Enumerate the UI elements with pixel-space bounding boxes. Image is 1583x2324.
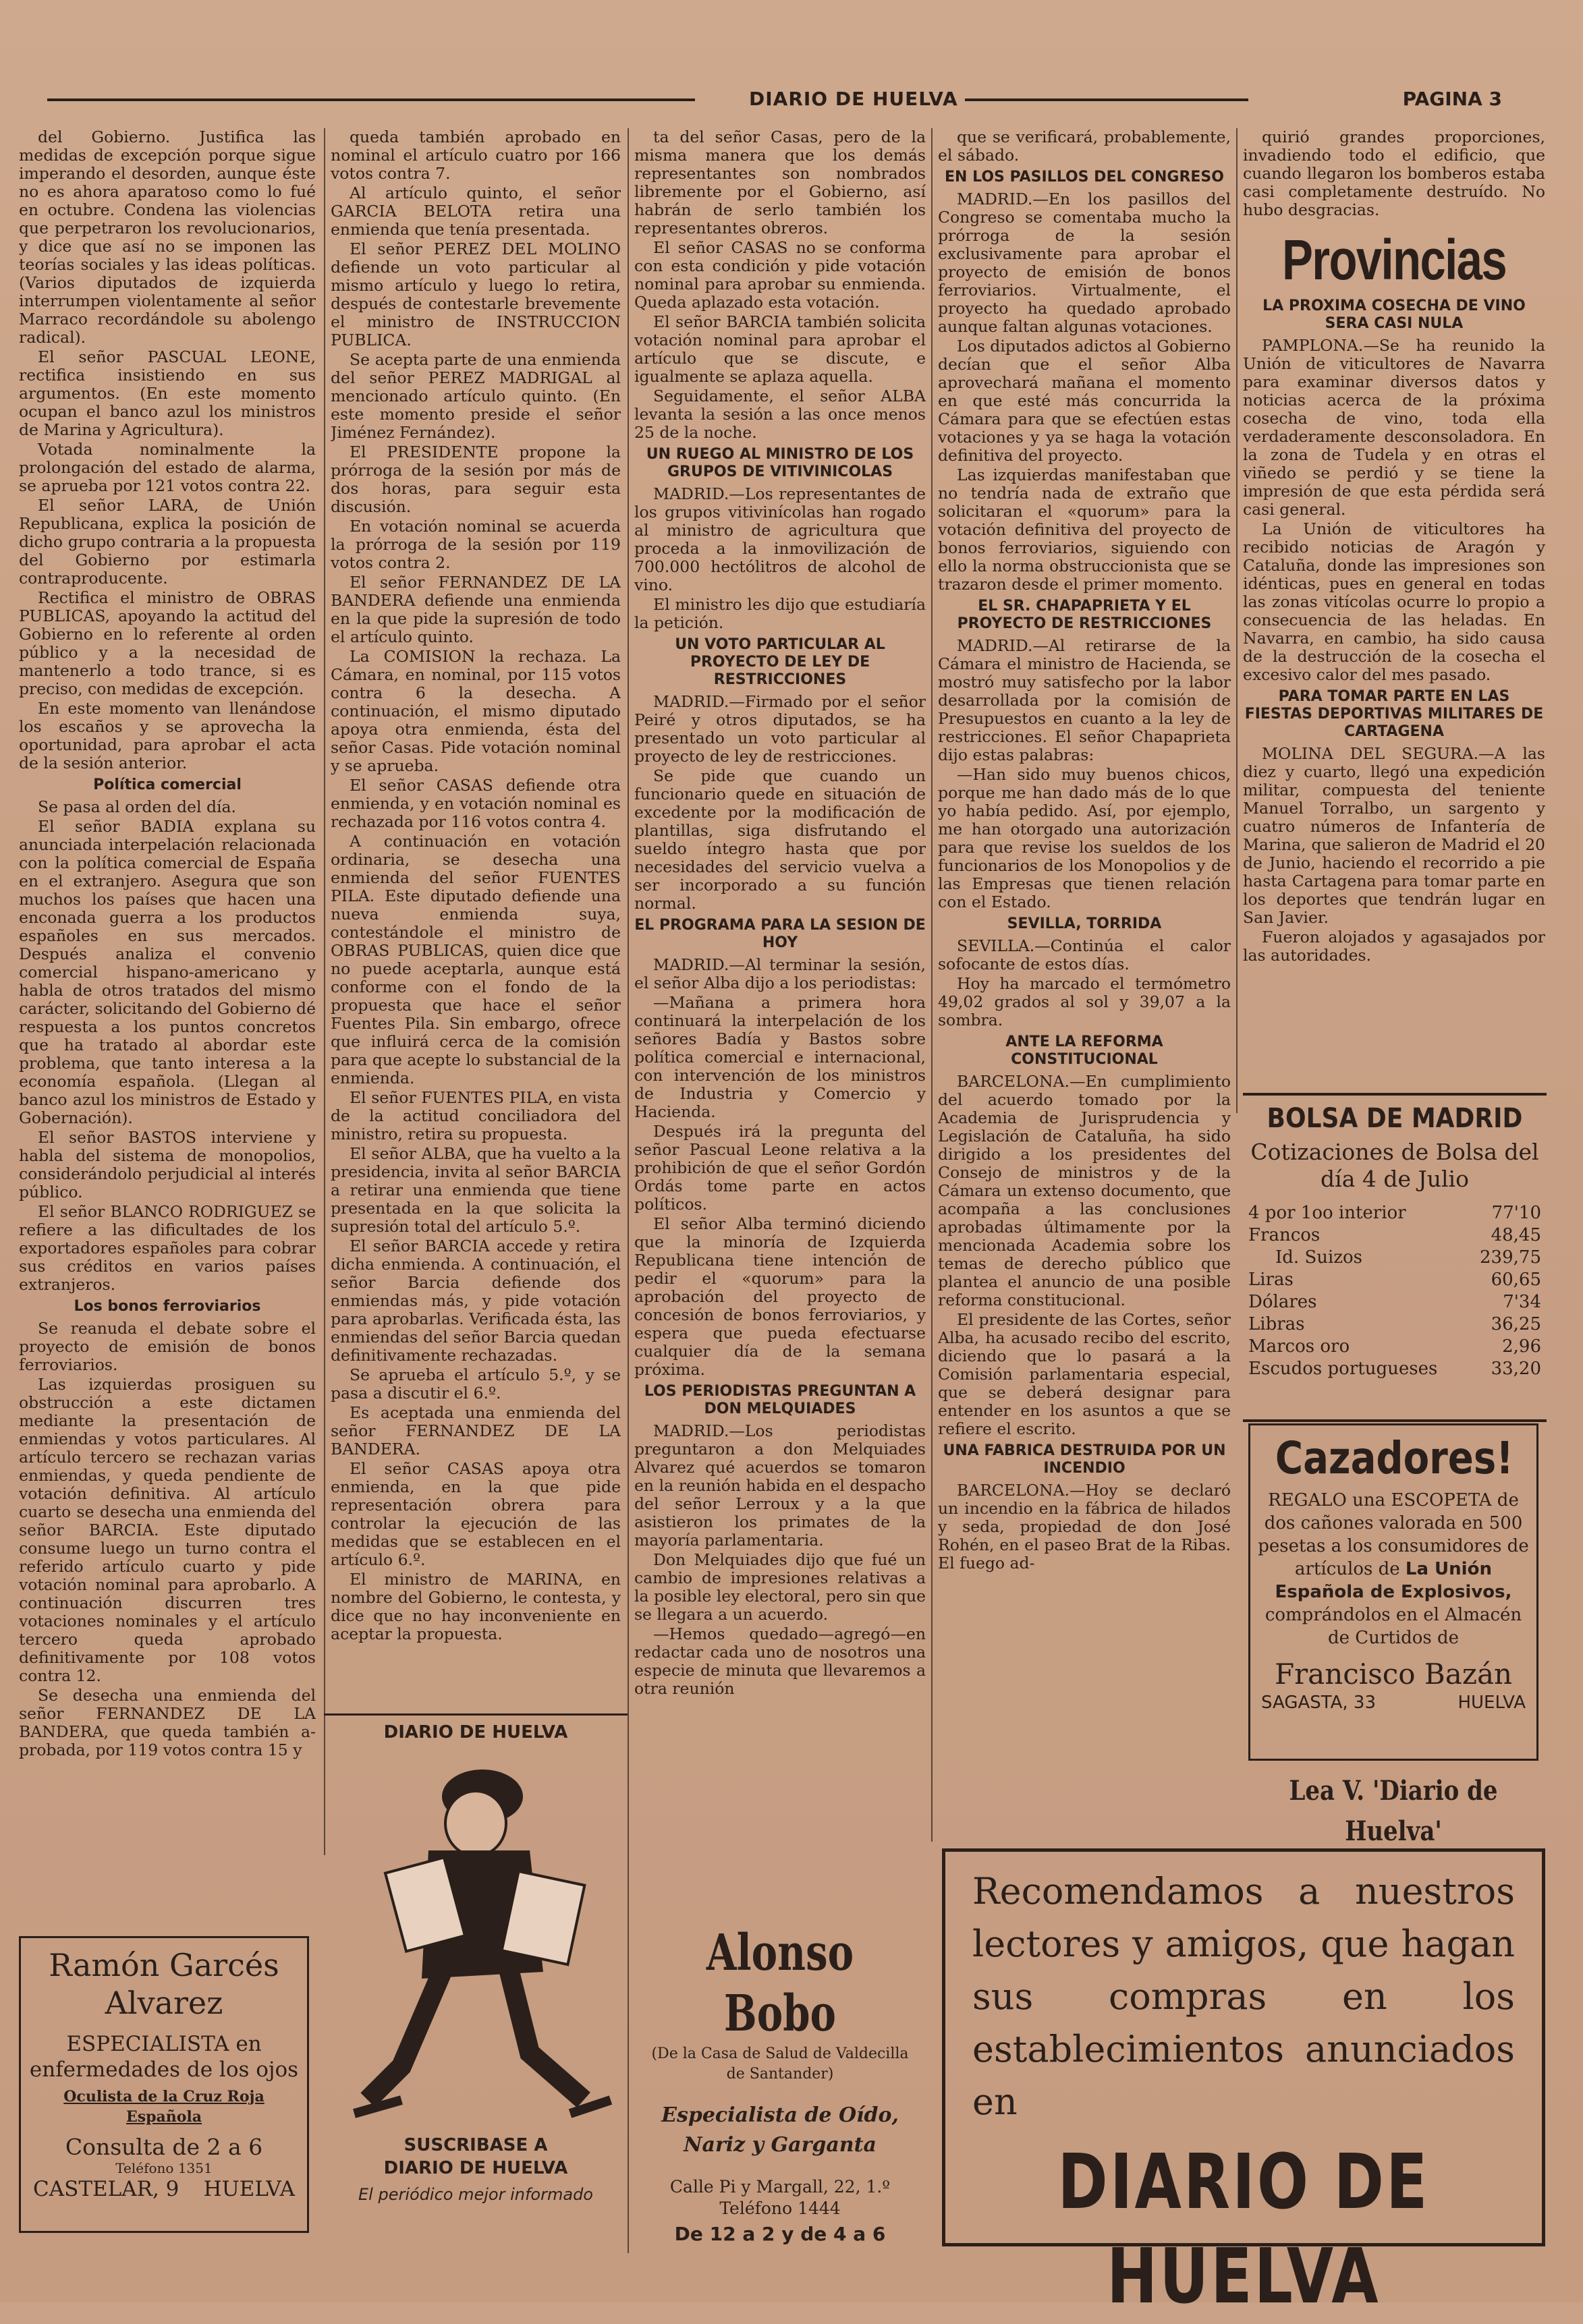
article-paragraph: MADRID.—En los pasillos del Congreso se comentaba mucho la prórroga de la sesión exclusivamente para aprobar el proyecto de emisión de bonos ferroviarios. Virtualmente, el proyecto ha quedado aprobado aunque faltan algunas votaciones. [938,190,1231,336]
article-paragraph: Hoy ha marcado el termómetro 49,02 grados al sol y 39,07 a la sombra. [938,974,1231,1029]
article-paragraph: PAMPLONA.—Se ha reunido la Unión de viticultores de Navarra para examinar diversos datos y noticias acerca de la próxima cosecha de vino, toda ella verdaderamente desconsoladora. En la zona de Tudela y en otras el viñedo se perdió y se tiene la impresión de que esta pérdida será casi general. [1243,336,1545,519]
column-3 [634,128,926,1828]
section-heading: LOS PERIODISTAS PREGUNTAN A DON MELQUIADES [644,1383,916,1417]
bolsa-row-value: 33,20 [1491,1359,1541,1379]
bolsa-box [1243,1093,1547,1422]
article-paragraph: El señor CASAS defiende otra enmienda, y en votación nominal es rechazada por 116 votos contra 4. [331,776,621,831]
suscribase-ad [324,1713,628,2275]
cazadores-address [1254,1693,1532,1713]
article-paragraph: —Hemos quedado—agregó—en redactar cada uno de nosotros una especie de minuta que llevaremos a otra reunión [634,1624,926,1698]
bobo-phone: Teléfono 1444 [719,2199,841,2218]
article-paragraph: ta del señor Casas, pero de la misma manera que los demás representantes son nombrados libremente por el Gobierno, así habrán de serlo también los representantes obreros. [634,128,926,237]
bobo-specialty: Especialista de Oído, Nariz y Garganta [661,2103,899,2157]
article-paragraph: El ministro de MARINA, en nombre del Gobierno, le contesta, y dice que no hay inconveniente en aceptar la propuesta. [331,1570,621,1643]
cazadores-street: SAGASTA, 33 [1261,1693,1377,1713]
bolsa-row [1248,1336,1541,1358]
section-heading: UNA FABRICA DESTRUIDA POR UN INCENDIO [943,1442,1226,1477]
column-rule [931,128,933,1842]
article-paragraph: Se desecha una enmienda del señor FERNANDEZ DE LA BANDERA, que queda también aprobada, por 119 votos contra 15 y [19,1686,316,1759]
recomendamos-ad [942,1848,1545,2321]
bolsa-row-value: 36,25 [1491,1314,1541,1334]
article-paragraph: El presidente de las Cortes, señor Alba, ha acusado recibo del escrito, diciendo que lo pasará a la Comisión parlamentaria especial, que se deberá designar para entender en los asuntos a que se refiere el escrito. [938,1310,1231,1438]
masthead-rule-left [47,98,695,101]
article-paragraph: —Mañana a primera hora continuará la interpelación de los señores Badía y Bastos sobre política comercial e internacional, con intervención de los ministros de Industria y Comercio y Hacienda. [634,993,926,1121]
cazadores-city: HUELVA [1457,1693,1526,1713]
garces-address [26,2176,302,2203]
bolsa-table [1243,1202,1547,1380]
recomendamos-brand: DIARIO DE HUELVA [1057,2138,1430,2321]
article-paragraph: El señor BASTOS interviene y habla del sistema de monopolios, considerándolo perjudicial al interés público. [19,1128,316,1201]
bolsa-row [1248,1202,1541,1224]
bolsa-row [1248,1358,1541,1380]
bolsa-row-name: Francos [1248,1225,1321,1245]
recomendamos-text: Recomendamos a nuestros lectores y amigos, que hagan sus compras en los establecimientos anunciados en [972,1870,1515,2123]
garces-street: CASTELAR, 9 [33,2177,179,2201]
column-rule [324,128,325,1855]
column-2 [331,128,621,1700]
bolsa-row-value: 77'10 [1491,1203,1541,1223]
section-heading: EN LOS PASILLOS DEL CONGRESO [945,169,1224,186]
bobo-address: Calle Pi y Margall, 22, 1.º [669,2177,891,2197]
article-paragraph: El señor CASAS apoya otra enmienda, en la que pide representación obrera para controlar la ejecución de las medidas que se establecen en el artículo 6.º. [331,1459,621,1569]
article-paragraph: El señor Alba terminó diciendo que la minoría de Izquierda Republicana tiene intención de pedir el «quorum» para la aprobación del proyecto de concesión de bonos ferroviarios, y espera que pueda efectuarse cualquier día de la semana próxima. [634,1214,926,1379]
article-paragraph: SEVILLA.—Continúa el calor sofocante de estos días. [938,936,1231,973]
article-paragraph: MADRID.—Firmado por el señor Peiré y otros diputados, se ha presentado un voto particular al proyecto de ley de restricciones. [634,692,926,766]
column-rule [628,128,629,2253]
provincias-title: Provincias [1281,228,1506,291]
column-4 [938,128,1231,1828]
article-paragraph: Se acepta parte de una enmienda del señor PEREZ MADRIGAL al mencionado artículo quinto. (En este momento preside el señor Jiménez Fernández). [331,350,621,442]
cazadores-title: Cazadores! [1275,1432,1513,1484]
page-number: PAGINA 3 [1402,88,1502,110]
article-paragraph: —Han sido muy buenos chicos, porque me han dado más de lo que yo había pedido. Así, por ejemplo, me han otorgado una autorización para que revise los sueldos de los funcionarios de los Monopolios y de las Empresas que tienen relación con el Estado. [938,765,1231,911]
bolsa-title: BOLSA DE MADRID [1267,1103,1523,1134]
section-heading: LA PROXIMA COSECHA DE VINO SERA CASI NULA [1262,297,1526,332]
article-paragraph: Fueron alojados y agasajados por las autoridades. [1243,928,1545,965]
bolsa-row-name: 4 por 1oo interior [1248,1203,1406,1223]
section-heading: ANTE LA REFORMA CONSTITUCIONAL [1005,1033,1163,1068]
lea-slogan: Lea V. 'Diario de Huelva' [1289,1775,1498,1847]
article-paragraph: Rectifica el ministro de OBRAS PUBLICAS, apoyando la actitud del Gobierno en lo referente al orden público y a la necesidad de mantenerlo a todo trance, si es preciso, con medidas de excepción. [19,588,316,698]
article-paragraph: El señor BARCIA también solicita votación nominal para aprobar el artículo que se discute, e igualmente se aplaza aquella. [634,312,926,386]
article-paragraph: El señor PEREZ DEL MOLINO defiende un voto particular al mismo artículo y luego lo retira, después de contestarle brevemente el ministro de INSTRUCCION PUBLICA. [331,239,621,349]
article-paragraph: El señor LARA, de Unión Republicana, explica la posición de dicho grupo contraria a la propuesta del Gobierno por estimarla contraproducente. [19,496,316,588]
bolsa-row [1248,1247,1541,1269]
article-paragraph: BARCELONA.—Hoy se declaró un incendio en la fábrica de hilados y seda, propiedad de don José Rohén, en el paseo Brat de la Ribas. El fuego ad- [938,1481,1231,1572]
article-paragraph: El señor CASAS no se conforma con esta condición y pide votación nominal para aprobar su enmienda. Queda aplazado esta votación. [634,238,926,312]
article-paragraph: El señor FUENTES PILA, en vista de la actitud conciliadora del ministro, retira su propuesta. [331,1088,621,1143]
article-paragraph: Al artículo quinto, el señor GARCIA BELOTA retira una enmienda que tenía presentada. [331,183,621,239]
article-paragraph: Las izquierdas prosiguen su obstrucción a este dictamen mediante la presentación de enmiendas y votos particulares. Al artículo tercero se rechazan varias enmiendas, y queda pendiente de votación definitiva. Al artículo cuarto se desecha una enmienda del señor BARCIA. Este diputado consume luego un turno contra el referido artículo cuarto y pide votación nominal para aprobarlo. A continuación discurren tres votaciones nominales y el artículo tercero queda aprobado definitivamente por 108 votos contra 12. [19,1375,316,1685]
article-paragraph: El señor BADIA explana su anunciada interpelación relacionada con la política comercial de España en el extranjero. Asegura que son muchos los países que hacen una enconada guerra a los productos españoles en sus mercados. Después analiza el convenio comercial hispano-americano y habla de otros tratados del mismo carácter, solicitando del Gobierno dé respuesta a los puntos concretos que ha tratado al abordar este problema, que tanto interesa a la economía española. (Llegan al banco azul los ministros de Estado y Gobernación). [19,817,316,1127]
article-paragraph: Las izquierdas manifestaban que no tendría nada de extraño que solicitaran el «quorum» para la votación definitiva del proyecto de bonos ferroviarios, siguiendo con ello la norma obstruccionista que se trazaron desde el primer momento. [938,465,1231,594]
bolsa-row-value: 239,75 [1480,1247,1541,1268]
article-paragraph: MADRID.—Los representantes de los grupos vitivinícolas han rogado al ministro de agricultura que proceda a la inmovilización de 700.000 hectólitros de alcohol de vino. [634,484,926,594]
section-heading: UN RUEGO AL MINISTRO DE LOS GRUPOS DE VITIVINICOLAS [646,446,914,480]
article-paragraph: El PRESIDENTE propone la prórroga de la sesión por más de dos horas, para seguir esta discusión. [331,443,621,516]
article-paragraph: Seguidamente, el señor ALBA levanta la sesión a las once menos 25 de la noche. [634,387,926,442]
garces-city: HUELVA [203,2177,295,2201]
article-paragraph: MADRID.—Al retirarse de la Cámara el ministro de Hacienda, se mostró muy satisfecho por la labor desarrollada por la comisión de Presupuestos en cuanto a la ley de restricciones. El señor Chapaprieta dijo estas palabras: [938,636,1231,764]
article-paragraph: En este momento van llenándose los escaños y se aprovecha la oportunidad, para aprobar el acta de la sesión anterior. [19,699,316,772]
article-paragraph: quirió grandes proporciones, invadiendo todo el edificio, que cuando llegaron los bomberos estaba casi completamente destruído. No hubo desgracias. [1243,128,1545,219]
column-1 [19,128,316,1923]
bobo-hours: De 12 a 2 y de 4 a 6 [674,2223,886,2245]
article-paragraph: La COMISION la rechaza. La Cámara, en nominal, por 115 votos contra 6 la desecha. A continuación, el mismo diputado apoya otra enmienda, ésta del señor Casas. Pide votación nominal y se aprueba. [331,647,621,775]
masthead [47,86,1536,113]
newsboy-illustration [327,1749,624,2134]
cazadores-copy [1254,1489,1532,1649]
bolsa-row-value: 60,65 [1491,1270,1541,1290]
article-paragraph: El señor BARCIA accede y retira dicha enmienda. A continuación, el señor Barcia defiende dos enmiendas más, y pide votación para aprobarlas. Verificada ésta, las enmiendas del señor Barcia quedan definitivamente rechazadas. [331,1237,621,1365]
suscribase-top: DIARIO DE HUELVA [383,1722,568,1742]
column-rule [1236,128,1238,1113]
section-heading: SEVILLA, TORRIDA [1007,915,1162,932]
bolsa-row-name: Libras [1248,1314,1305,1334]
garces-name1: Ramón Garcés [49,1947,279,1983]
bolsa-row [1248,1291,1541,1313]
bolsa-row-value: 48,45 [1491,1225,1541,1245]
cazadores-ad [1248,1423,1538,1761]
bolsa-row-value: 2,96 [1502,1336,1541,1357]
article-paragraph: Don Melquiades dijo que fué un cambio de impresiones relativas a la posible ley electoral, pero sin que se llegara a un acuerdo. [634,1550,926,1624]
section-heading: Los bonos ferroviarios [74,1298,261,1315]
bolsa-subtitle: Cotizaciones de Bolsa del día 4 de Julio [1250,1139,1539,1192]
article-paragraph: El señor BLANCO RODRIGUEZ se refiere a las dificultades de los exportadores españoles para cobrar sus créditos en varios países extranjeros. [19,1202,316,1294]
suscribase-line2: DIARIO DE HUELVA [383,2158,568,2178]
bolsa-row [1248,1313,1541,1336]
bolsa-row-name: Id. Suizos [1275,1247,1363,1268]
article-paragraph: Se pide que cuando un funcionario quede en situación de excedente por la modificación de plantillas, siga disfrutando el sueldo íntegro hasta que por necesidades del servicio vuelva a ser incorporado a su función normal. [634,766,926,913]
article-paragraph: Los diputados adictos al Gobierno decían que el señor Alba aprovechará mañana el momento en que esté más concurrida la Cámara para que se efectúen estas votaciones y ya se haga la votación definitiva del proyecto. [938,337,1231,465]
article-paragraph: La Unión de viticultores ha recibido noticias de Aragón y Cataluña, donde las impresiones son idénticas, pues en general en todas las zonas vitícolas ocurre lo propio a consecuencia de las heladas. En Navarra, en cambio, ha sido causa de la destrucción de la cosecha el excesivo calor del mes pasado. [1243,519,1545,684]
section-heading: EL PROGRAMA PARA LA SESION DE HOY [634,917,926,951]
article-paragraph: Después irá la pregunta del señor Pascual Leone relativa a la prohibición de que el señor Gordón Ordás tome parte en actos políticos. [634,1122,926,1214]
bolsa-row [1248,1269,1541,1291]
article-paragraph: El ministro les dijo que estudiaría la petición. [634,595,926,632]
article-paragraph: Se reanuda el debate sobre el proyecto de emisión de bonos ferroviarios. [19,1319,316,1374]
article-paragraph: Votada nominalmente la prolongación del estado de alarma, se aprueba por 121 votos contra 22. [19,440,316,495]
bobo-ad [634,1923,926,2260]
bolsa-row-value: 7'34 [1503,1292,1541,1312]
cazadores-name: Francisco Bazán [1274,1657,1513,1691]
article-paragraph: del Gobierno. Justifica las medidas de excepción porque sigue imperando el desorden, aunque éste no es ahora aparatoso como lo fué en octubre. Condena las violencias que perpetraron los revolucionarios, y dice que así no se imponen las teorías sociales y las ideas políticas. (Varios diputados de izquierda interrumpen violentamente al señor Marraco recordándole su abolengo radical). [19,128,316,347]
section-heading: Política comercial [93,776,242,793]
garces-phone: Teléfono 1351 [115,2160,213,2176]
cazadores-line2: comprándolos en el Almacén de Curtidos de [1265,1605,1522,1648]
garces-name2: Alvarez [105,1985,223,2021]
garces-specialty: ESPECIALISTA en enfermedades de los ojos [29,2032,299,2082]
bolsa-row [1248,1224,1541,1247]
garces-ad [19,1936,309,2233]
bobo-origin: (De la Casa de Salud de Valdecilla de Santander) [651,2045,909,2082]
section-heading: UN VOTO PARTICULAR AL PROYECTO DE LEY DE RESTRICCIONES [675,636,885,688]
suscribase-line1: SUSCRIBASE A [404,2135,548,2155]
bolsa-row-name: Dólares [1248,1292,1317,1312]
bolsa-row-name: Liras [1248,1270,1294,1290]
column-5 [1243,128,1545,1086]
article-paragraph: MADRID.—Al terminar la sesión, el señor Alba dijo a los periodistas: [634,955,926,992]
article-paragraph: Se aprueba el artículo 5.º, y se pasa a discutir el 6.º. [331,1365,621,1402]
article-paragraph: MOLINA DEL SEGURA.—A las diez y cuarto, llegó una expedición militar, compuesta del teniente Manuel Torralbo, un sargento y cuatro números de Infantería de Marina, que salieron de Madrid el 20 de Junio, haciendo el recorrido a pie hasta Cartagena para tomar parte en los deportes que tendrán lugar en San Javier. [1243,744,1545,927]
article-paragraph: Es aceptada una enmienda del señor FERNANDEZ DE LA BANDERA. [331,1403,621,1458]
article-paragraph: El señor PASCUAL LEONE, rectifica insistiendo en sus argumentos. (En este momento ocupan el banco azul los ministros de Marina y Agricultura). [19,347,316,439]
masthead-rule-right [965,98,1248,101]
section-heading: PARA TOMAR PARTE EN LAS FIESTAS DEPORTIVAS MILITARES DE CARTAGENA [1244,688,1544,740]
garces-cruz: Oculista de la Cruz Roja Española [63,2088,265,2126]
article-paragraph: MADRID.—Los periodistas preguntaron a don Melquiades Alvarez qué acuerdos se tomaron en la reunión habida en el despacho del señor Lerroux y a la que asistieron los primates de la mayoría parlamentaria. [634,1421,926,1550]
cazadores-line1: REGALO una ESCOPETA de dos cañones valorada en 500 pesetas a los consumidores de artículos de [1258,1490,1529,1579]
garces-hours: Consulta de 2 a 6 [65,2134,263,2160]
article-paragraph: queda también aprobado en nominal el artículo cuatro por 166 votos contra 7. [331,128,621,183]
bobo-name: Alonso Bobo [706,1924,854,2043]
cazadores-brand: La Unión Española de Explosivos, [1275,1559,1512,1602]
article-paragraph: En votación nominal se acuerda la prórroga de la sesión por 119 votos contra 2. [331,517,621,572]
suscribase-slogan: El periódico mejor informado [358,2185,593,2204]
article-paragraph: A continuación en votación ordinaria, se desecha una enmienda del señor FUENTES PILA. Este diputado defiende una nueva enmienda suya, contestándole el ministro de OBRAS PUBLICAS, quien dice que no puede aceptarla, aunque está conforme con el fondo de la propuesta que hace el señor Fuentes Pila. Sin embargo, ofrece que influirá cerca de la comisión para que acepte lo substancial de la enmienda. [331,832,621,1087]
article-paragraph: El señor ALBA, que ha vuelto a la presidencia, invita al señor BARCIA a retirar una enmienda que tiene presentada en la que solicita la supresión total del artículo 5.º. [331,1144,621,1236]
bolsa-row-name: Marcos oro [1248,1336,1350,1357]
section-heading: EL SR. CHAPAPRIETA Y EL PROYECTO DE RESTRICCIONES [957,598,1212,632]
article-paragraph: El señor FERNANDEZ DE LA BANDERA defiende una enmienda en la que pide la supresión de todo el artículo quinto. [331,573,621,646]
masthead-title: DIARIO DE HUELVA [749,88,958,110]
article-paragraph: BARCELONA.—En cumplimiento del acuerdo tomado por la Academia de Jurisprudencia y Legislación de Cataluña, ha sido dirigido a los presidentes del Consejo de ministros y de la Cámara un extenso documento, que acompaña a las conclusiones aprobadas últimamente por la mencionada Academia sobre los temas de derecho público que plantea el anuncio de una posible reforma constitucional. [938,1072,1231,1309]
bolsa-row-name: Escudos portugueses [1248,1359,1438,1379]
article-paragraph: que se verificará, probablemente, el sábado. [938,128,1231,165]
article-paragraph: Se pasa al orden del día. [38,797,236,816]
